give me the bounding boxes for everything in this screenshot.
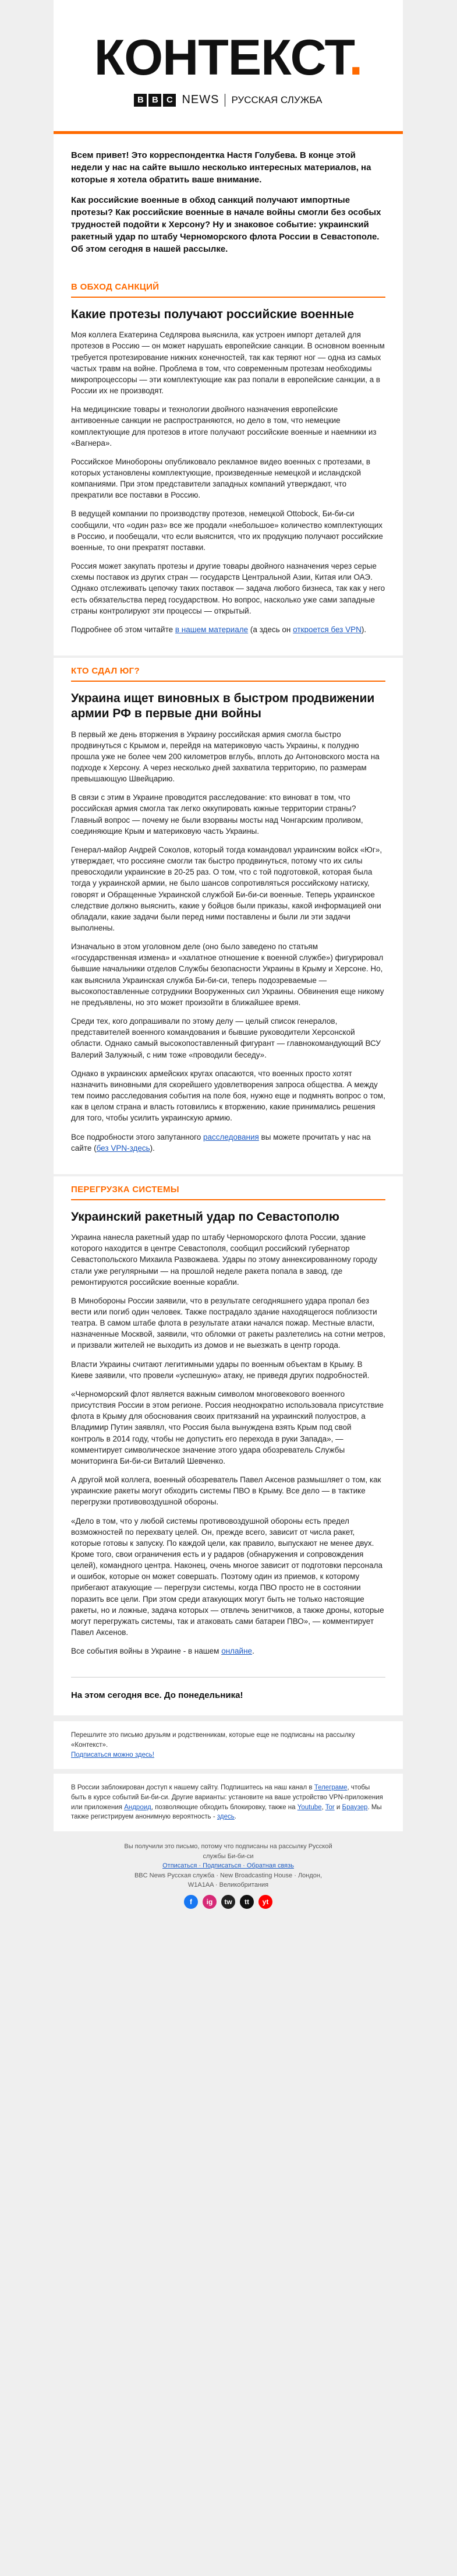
article-link[interactable]: в нашем материале (175, 625, 249, 634)
paragraph: Россия может закупать протезы и другие товары двойного назначения через серые схемы поставок из других стран — государств Центральной Азии, Китая или ОАЭ. Однако отслеживать цепочку таких поставок — задача любого бизнеса, так как у него есть обязательства перед государством. Но вопрос, насколько уже сами западные страны контролируют эти процессы — открытый. (71, 562, 385, 615)
section-sevastopol (54, 1176, 403, 1678)
paragraph: Генерал-майор Андрей Соколов, который тогда командовал украинским войск «Юг», утверждает, что россияне смогли так быстро продвинуться, потому что их силы превосходили украинские в 20-25 раз. О том, что с той подготовкой, которая была тогда у украинской армии, не было шансов сопротивляться российскому натиску, говорят и Обращенные Украинской службой Би-би-си военные. Теперь украинское следствие должно выяснить, какие у бойцов были приказы, какой информацией они обладали, какие задачи были перед ними поставлены и были ли эти задачи выполнены. (71, 845, 382, 932)
paragraph: «Дело в том, что у любой системы противовоздушной обороны есть предел возможностей по перехвату целей. Он, прежде всего, зависит от числа ракет, которые готовы к запуску. По каждой цели, как правило, выпускают не менее двух. Кроме того, свои ограничения есть и у радаров (обнаружения и сопровождения целей), командного центра. Наконец, очень многое зависит от подготовки персонала и ошибок, которые он может совершать. Поэтому один из приемов, к которому прибегают атакующие — перегрузи системы, когда ПВО просто не в состоянии поразить все цели. При этом среди атакующих могут быть не только настоящие ракеты, но и ложные, задача которых — отвлечь зенитчиков, а также дроны, которые могут перегружать системы, так и атаковать сами батареи ПВО», — комментирует Павел Аксенов. (71, 1516, 384, 1637)
paragraph: Российское Минобороны опубликовало рекламное видео военных с протезами, в которых установлены комплектующие, произведенные немецкой и исландской компаниями. При этом представители западных компаний утверждают, что прекратили все поставки в Россию. (71, 457, 371, 500)
bbc-logo: B B C (134, 94, 176, 107)
section-label: ПЕРЕГРУЗКА СИСТЕМЫ (71, 1176, 385, 1200)
paragraph: «Черноморский флот является важным символом многовекового военного присутствия России в этом регионе. Россия неоднократно использовала присутствие флота в Крыму для обоснования своих притязаний на украинский полуостров, а Владимир Путин заявлял, что Россия была вынуждена взять Крым под свой контроль в 2014 году, чтобы не допустить его перехода в руки Запада», — комментирует символическое значение этого удара обозреватель Службы мониторинга Би-би-си Виталий Шевченко. (71, 1389, 384, 1465)
paragraph: На медицинские товары и технологии двойного назначения европейские антивоенные санкции не распространяются, но дело в том, что немецкие комплектующие для протезов в итоге получают российские военные и наемники из «Вагнера». (71, 405, 377, 447)
section-sanctions (54, 274, 403, 656)
subscribe-link[interactable]: Подписаться можно здесь! (71, 1751, 154, 1759)
paragraph: Моя коллега Екатерина Седлярова выяснила, как устроен импорт деталей для протезов в Россию — он может нарушать европейские санкции. В основном военным требуется протезирование нижних конечностей, так как теряют ног — одна из самых частых травм на войне. Проблема в том, что современным протезам необходимы микропроцессоры — эти комплектующие как раз попали в европейские санкции, а в России их не производят. (71, 330, 385, 396)
paragraph: Однако в украинских армейских кругах опасаются, что военных просто хотят назначить виновными для скорейшего удовлетворения запроса общества. А между тем поимо расследования события на поле боя, нужно еще и подмнять вопрос о том, как в целом страна и власть готовились к вторжению, какие принимались решения для того, чтобы усилить украинскую армию. (71, 1069, 385, 1123)
social-links (123, 1895, 333, 1909)
intro-greeting: Всем привет! Это корреспондентка Настя Голубева. В конце этой недели у нас на сайте вышло несколько интересных материалов, на которые я хотела обратить ваше внимание. (71, 150, 371, 185)
blocking-notice: В России заблокирован доступ к нашему сайту. Подпишитесь на наш канал в Телеграме, чтобы быть в курсе событий Би-би-си. Другие варианты: установите на ваше устройство VPN-приложения или приложения Андроид, позволяющие обходить блокировку, также на Youtube, Tor и Браузер. Мы также регистрируем анонимную вероятность - здесь. (54, 1774, 403, 1831)
bbc-brand-line (54, 93, 403, 107)
paragraph: Среди тех, кого допрашивали по этому делу — целый список генералов, представителей военного командования и бывшие руководители Херсонской области. Однако самый высокопоставленный фигурант — главнокомандующий ВСУ Валерий Залужный, с ним тоже «проводили беседу». (71, 1017, 381, 1059)
intro-summary: Как российские военные в обход санкций получают импортные протезы? Как российские военные в начале войны смогли без особых трудностей подойти к Херсону? Ну и знаковое событие: украинский ракетный удар по штабу Черноморского флота России в Севастополе. Об этом сегодня в нашей рассылке. (71, 195, 381, 254)
section-label: КТО СДАЛ ЮГ? (71, 658, 385, 682)
section-title: Украинский ракетный удар по Севастополю (71, 1210, 339, 1224)
paragraph: В Минобороны России заявили, что в результате сегодняшнего удара пропал без вести или погиб один человек. Также пострадало здание находящегося поблизости театра. В самом штабе флота в результате атаки начался пожар. Местные власти, назначенные Москвой, заявили, что обломки от ракеты разлетелись на сотни метров, и призвали жителей не выходить из домов и не выезжать в центр города. (71, 1296, 385, 1350)
sign-off: На этом сегодня все. До понедельника! (71, 1690, 243, 1701)
youtube-icon[interactable]: yt (258, 1895, 272, 1909)
paragraph: Изначально в этом уголовном деле (оно было заведено по статьям «государственная измена» и «халатное отношение к военной службе») фигурировал бывшие начальники отделов Службы безопасности Украины в Крыму и Херсоне. Но, как выяснила Украинская служба Би-би-си, теперь подозреваемые — высокопоставленные сотрудники Вооруженных сил Украины. Обвинения еще никому не предъявлены, но это может произойти в ближайшее время. (71, 942, 384, 1007)
no-vpn-link[interactable]: откроется без VPN (293, 625, 362, 634)
here-link[interactable]: здесь (217, 1813, 235, 1821)
paragraph: В ведущей компании по производству протезов, немецкой Ottobock, Би-би-си сообщили, что «один раз» все же продали «небольшое» количество комплектующих в Россию, и пообещали, что если выяснится, что их продукцию получают российские военные, то они прекратят поставки. (71, 509, 383, 552)
share-notice: Перешлите это письмо друзьям и родственникам, которые еще не подписаны на рассылку «Контекст». Подписаться можно здесь! (54, 1721, 403, 1769)
intro (54, 134, 403, 274)
service-label: РУССКАЯ СЛУЖБА (231, 94, 323, 105)
paragraph: В первый же день вторжения в Украину российская армия смогла быстро продвинуться с Крымом и, перейдя на материковую часть Украины, к полудню прошла уже не более чем 200 километров вглубь, вплоть до Антоновского моста на подходе к Херсону. А через несколько дней захватила территорию, по размерам превышающую Швейцарию. (71, 730, 380, 784)
kontekst-logo: КОНТЕКСТ. (94, 30, 363, 86)
read-more: Все подробности этого запутанного расследования вы можете прочитать у нас на сайте (без VPN-здесь). (71, 1132, 371, 1153)
footer-links[interactable]: Отписаться · Подписаться · Обратная связь (162, 1862, 294, 1870)
paragraph: Власти Украины считают легитимными удары по военным объектам в Крыму. В Киеве заявили, что провели «успешную» атаку, не приведя других подробностей. (71, 1359, 370, 1380)
youtube-link[interactable]: Youtube (297, 1803, 322, 1811)
section-south (54, 658, 403, 1174)
section-title: Какие протезы получают российские военные (71, 308, 355, 321)
browser-link[interactable]: Браузер (342, 1803, 368, 1811)
read-more: Все события войны в Украине - в нашем онлайне. (71, 1647, 254, 1656)
section-label: В ОБХОД САНКЦИЙ (71, 274, 385, 298)
newsletter-header (54, 0, 403, 134)
telegram-link[interactable]: Телеграме (314, 1784, 348, 1792)
live-link[interactable]: онлайне (221, 1647, 253, 1656)
paragraph: Украина нанесла ракетный удар по штабу Черноморского флота России, здание которого находится в центре Севастополя, сообщил российский губернатор Севастопольского Михаила Развожаева. Удары по этому аннексированному городу стали уже регулярными — на прошлой неделе ракета попала в завод, где ремонтируются российские военные корабли. (71, 1233, 377, 1287)
android-link[interactable]: Андроид (124, 1803, 151, 1811)
investigation-link[interactable]: расследования (203, 1132, 259, 1141)
news-label: NEWS (182, 93, 219, 106)
section-title: Украина ищет виновных в быстром продвижении армии РФ в первые дни войны (71, 692, 375, 721)
facebook-icon[interactable]: f (184, 1895, 198, 1909)
paragraph: В связи с этим в Украине проводится расследование: кто виноват в том, что российская армия смогла так легко оккупировать южные территории страны? Главный вопрос — почему не были взорваны мосты над Чонгарским проливом, соединяющие Крым и материковую часть Украины. (71, 793, 363, 836)
paragraph: А другой мой коллега, военный обозреватель Павел Аксенов размышляет о том, как украинские ракеты могут обходить системы ПВО в Крыму. Все дело — в тактике перегрузки противовоздушной обороны. (71, 1475, 381, 1507)
no-vpn-link[interactable]: без VPN-здесь (96, 1143, 150, 1153)
tiktok-icon[interactable]: tt (240, 1895, 254, 1909)
footer: Вы получили это письмо, потому что подписаны на рассылку Русской службы Би-би-си Отписаться · Подписаться · Обратная связь BBC News Русская служба · New Broadcasting House · Лондон, W1A1AA · Великобритания f ig tw tt yt (54, 1836, 403, 1915)
twitter-icon[interactable]: tw (221, 1895, 235, 1909)
tor-link[interactable]: Tor (325, 1803, 335, 1811)
read-more: Подробнее об этом читайте в нашем материале (а здесь он откроется без VPN). (71, 625, 367, 634)
instagram-icon[interactable]: ig (203, 1895, 217, 1909)
